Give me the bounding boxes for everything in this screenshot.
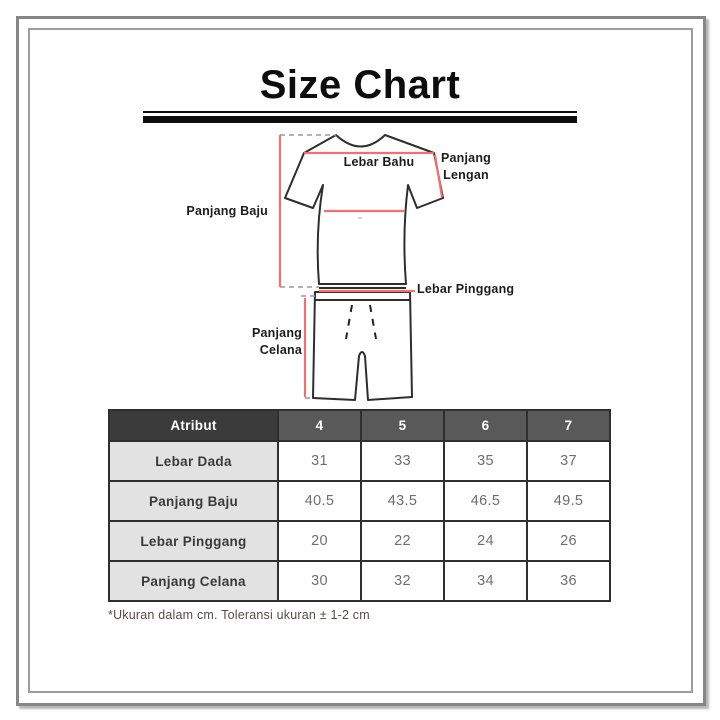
size-value-cell: 35 — [444, 441, 527, 481]
label-panjang-lengan-line1: Panjang — [440, 151, 492, 165]
table-header-row — [109, 410, 610, 441]
header-cell-size-4: 4 — [278, 410, 361, 441]
size-value-cell: 40.5 — [278, 481, 361, 521]
size-value-cell: 31 — [278, 441, 361, 481]
header-cell-size-5: 5 — [361, 410, 444, 441]
label-panjang-baju: Panjang Baju — [186, 204, 268, 218]
label-panjang-celana: Panjang Celana — [251, 326, 302, 357]
size-tolerance-footnote: *Ukuran dalam cm. Toleransi ukuran ± 1-2 cm — [108, 608, 370, 622]
label-panjang-lengan — [430, 150, 502, 184]
size-value-cell: 22 — [361, 521, 444, 561]
shorts-outline — [313, 292, 412, 400]
page-title: Size Chart — [259, 63, 461, 107]
size-value-cell: 49.5 — [527, 481, 610, 521]
size-table — [108, 409, 611, 602]
size-value-cell: 46.5 — [444, 481, 527, 521]
table-row — [109, 521, 610, 561]
size-value-cell: 30 — [278, 561, 361, 601]
table-row — [109, 561, 610, 601]
label-lebar-pinggang: Lebar Pinggang — [417, 282, 515, 296]
label-lebar-bahu: Lebar Bahu — [343, 155, 415, 169]
row-label-cell: Panjang Celana — [109, 561, 278, 601]
table-row — [109, 481, 610, 521]
size-value-cell: 43.5 — [361, 481, 444, 521]
size-value-cell: 36 — [527, 561, 610, 601]
row-label-cell: Panjang Baju — [109, 481, 278, 521]
size-value-cell: 32 — [361, 561, 444, 601]
table-row — [109, 441, 610, 481]
size-value-cell: 20 — [278, 521, 361, 561]
row-label-cell: Lebar Pinggang — [109, 521, 278, 561]
size-value-cell: 26 — [527, 521, 610, 561]
header-cell-size-6: 6 — [444, 410, 527, 441]
size-value-cell: 37 — [527, 441, 610, 481]
row-label-cell: Lebar Dada — [109, 441, 278, 481]
header-cell-atribut: Atribut — [109, 410, 278, 441]
header-cell-size-7: 7 — [527, 410, 610, 441]
size-value-cell: 34 — [444, 561, 527, 601]
size-value-cell: 33 — [361, 441, 444, 481]
label-panjang-lengan-line2: Lengan — [443, 168, 489, 182]
size-value-cell: 24 — [444, 521, 527, 561]
